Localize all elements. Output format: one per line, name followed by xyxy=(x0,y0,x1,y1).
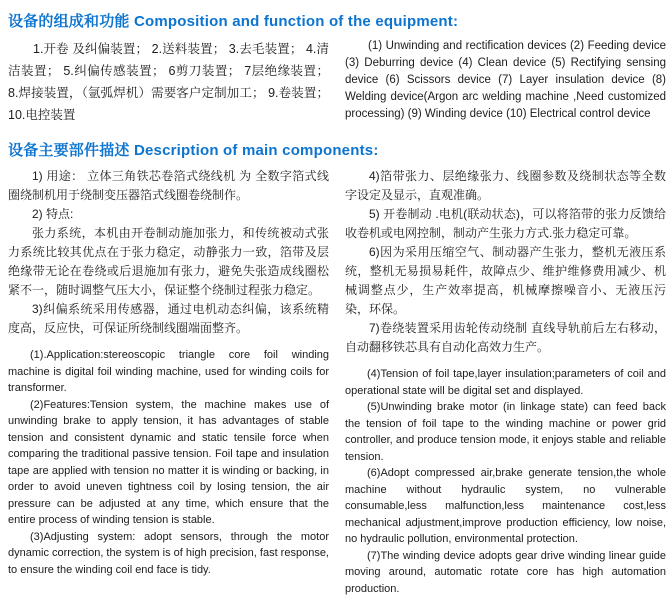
paragraph-en-compressed-air: (6)Adopt compressed air,brake generate tension,the whole machine without hydraulic system, no vulnerable consumable,less malfunction,less maintenance cost,less mechanical adjustment,improve production efficiency, low noise, no hydraulic pollution, environmental protection. xyxy=(345,465,666,548)
paragraph-zh-brake-motor: 5) 开卷制动 .电机(联动状态)，可以将箔带的张力反馈给收卷机或电网控制，制动产生张力方式.张力稳定可靠。 xyxy=(345,205,666,243)
paragraph-zh-usage: 1) 用途： 立体三角铁芯卷箔式绕线机 为 全数字箔式线圈绕制机用于绕制变压器箔式线圈卷绕制作。 xyxy=(8,167,329,205)
paragraph-en-features: (2)Features:Tension system, the machine makes use of unwinding brake to apply tension, it has advantages of stable tension and consistent dynamic and static tensile force when comparing the traditional passive tension. Foil tape and insulation tape are applied with tension no matter it is winding or backing, in order to avoid uneven tightness coil by losing tension, the air pressure can be adjusted at any time, which ensure that the entire process of winding tension is stable. xyxy=(8,397,329,529)
paragraph-en-tension-display: (4)Tension of foil tape,layer insulation;parameters of coil and operational state will be digital set and displayed. xyxy=(345,366,666,399)
paragraph-zh-compressed-air: 6)因为采用压缩空气、制动器产生张力，整机无液压系统，整机无易损易耗件，故障点少、维护维修费用减少、机械调整点少，生产效率提高，机械摩擦噪音小、无液压污染，环保。 xyxy=(345,243,666,319)
paragraph-zh-gear-drive: 7)卷绕装置采用齿轮传动绕制 直线导轨前后左右移动，自动翻移铁芯具有自动化高效力生产。 xyxy=(345,319,666,357)
section1-chinese-paragraph: 1.开卷 及纠偏装置； 2.送料装置； 3.去毛装置； 4.清洁装置； 5.纠偏传感装置； 6剪刀装置； 7层绝缘装置； 8.焊接装置，（氩弧焊机）需要客户定制加工； 9.卷装置； 10.电控装置 xyxy=(8,38,329,126)
section1-left-column xyxy=(8,38,329,126)
paragraph-zh-features-title: 2) 特点: xyxy=(8,205,329,224)
paragraph-zh-correction-system: 3)纠偏系统采用传感器，通过电机动态纠偏，该系统精度高，反应快，可保证所绕制线圈端面整齐。 xyxy=(8,300,329,338)
section2-left-column xyxy=(8,167,329,597)
paragraph-zh-tension-system: 张力系统，本机由开卷制动施加张力，和传统被动式张力系统比较其优点在于张力稳定，动静张力一致，箔带及层绝缘带无论在卷绕或后退施加有张力，避免失张造成线圈松紧不一，随时调整气压大小，保证整个绕制过程张力稳定。 xyxy=(8,224,329,300)
paragraph-en-adjusting-system: (3)Adjusting system: adopt sensors, through the motor dynamic correction, the system is of high precision, fast response, to ensure the winding coil end face is tidy. xyxy=(8,529,329,579)
section2-right-column xyxy=(345,167,666,597)
paragraph-en-winding-device: (7)The winding device adopts gear drive winding linear guide moving around, automatic rotate core has high automation production. xyxy=(345,548,666,597)
section1-english-paragraph: (1) Unwinding and rectification devices (2) Feeding device (3) Deburring device (4) Clean device (5) Rectifying sensing device (6) Scissors device (7) Layer insulation device (8) Welding device(Argon arc welding machine ,Need customized processing) (9) Winding device (10) Electrical control device xyxy=(345,38,666,123)
section1-columns xyxy=(8,38,666,126)
paragraph-en-brake-motor: (5)Unwinding brake motor (in linkage state) can feed back the tension of foil tape to the winding machine or power grid controller, and produce tension mode, it enjoys stable and reliable tension. xyxy=(345,399,666,465)
section2-heading: 设备主要部件描述 Description of main components: xyxy=(8,139,666,160)
paragraph-zh-digital-display: 4)箔带张力、层绝缘张力、线圈参数及绕制状态等全数字设定及显示，直观准确。 xyxy=(345,167,666,205)
paragraph-en-application: (1).Application:stereoscopic triangle core foil winding machine is digital foil winding machine, used for winding coils for transformer. xyxy=(8,347,329,397)
section2-columns xyxy=(8,167,666,597)
section1-heading: 设备的组成和功能 Composition and function of the equipment: xyxy=(8,10,666,31)
section1-right-column xyxy=(345,38,666,126)
